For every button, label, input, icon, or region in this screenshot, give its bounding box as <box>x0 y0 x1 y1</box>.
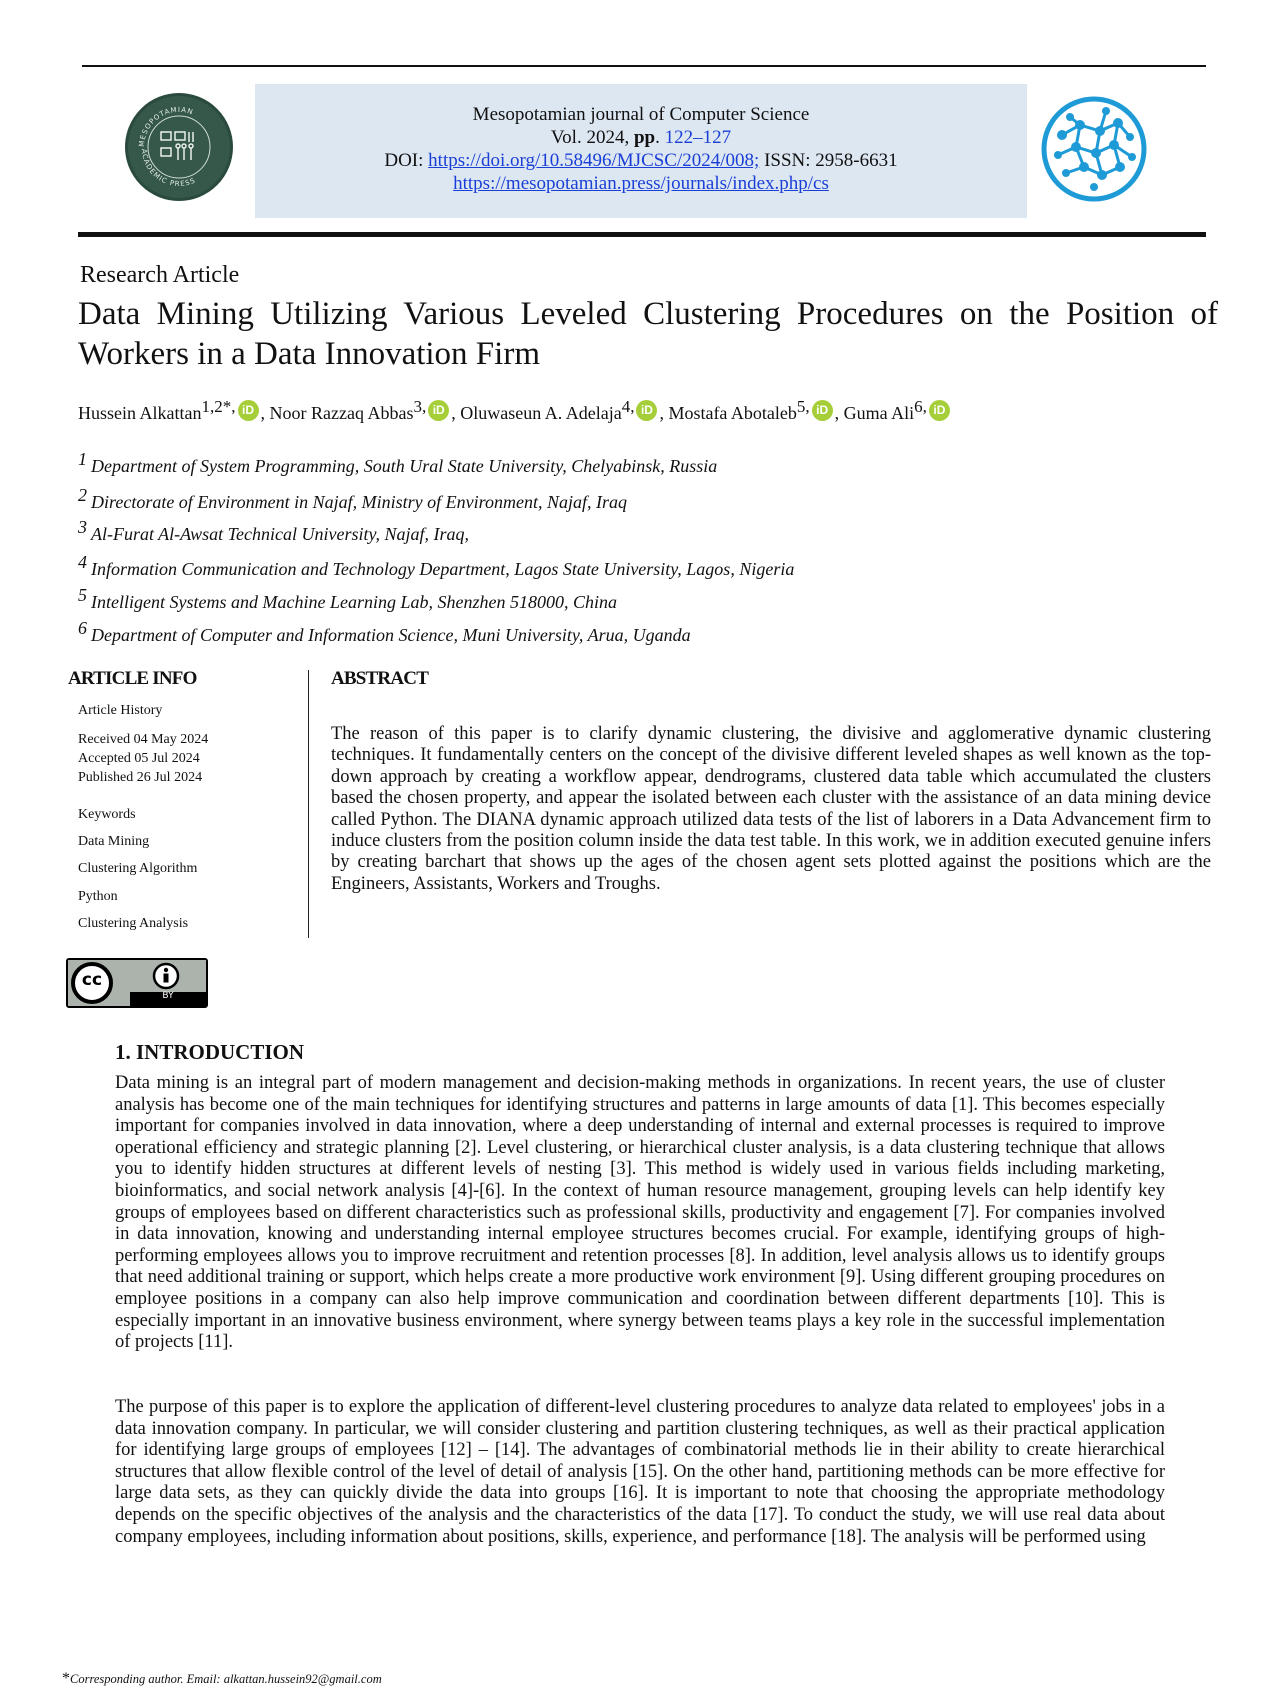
orcid-icon[interactable]: iD <box>238 400 259 421</box>
author-name: , Noor Razzaq Abbas <box>260 403 414 423</box>
doi-label: DOI: <box>384 150 429 171</box>
published-date: Published 26 Jul 2024 <box>78 770 203 785</box>
article-info-heading: ARTICLE INFO <box>68 668 197 689</box>
author-name: Hussein Alkattan <box>78 403 202 423</box>
affiliation-number: 2 <box>78 485 87 505</box>
affiliation <box>78 449 718 477</box>
affiliation-number: 6 <box>78 618 87 638</box>
orcid-icon[interactable]: iD <box>812 400 833 421</box>
corresponding-author-footnote <box>62 1670 382 1688</box>
keyword: Python <box>78 889 118 904</box>
volume-text: Vol. 2024, <box>550 127 634 148</box>
affiliation-number: 5 <box>78 585 87 605</box>
by-label: BY <box>162 991 174 1001</box>
received-date: Received 04 May 2024 <box>78 732 209 747</box>
accepted-date: Accepted 05 Jul 2024 <box>78 751 200 766</box>
footnote-text: Corresponding author. Email: alkattan.hussein92@gmail.com <box>70 1672 382 1686</box>
author-list <box>78 397 952 424</box>
author-affiliation-marker: 4, <box>621 397 635 416</box>
journal-banner <box>255 84 1027 218</box>
header-bottom-rule <box>78 232 1206 237</box>
article-history-label: Article History <box>78 703 163 718</box>
pp-label: pp <box>633 127 656 148</box>
affiliation-text: Al-Furat Al-Awsat Technical University, Najaf, Iraq, <box>91 524 469 544</box>
doi-link[interactable]: https://doi.org/10.58496/MJCSC/2024/008; <box>428 150 760 171</box>
section-heading-introduction: 1. INTRODUCTION <box>115 1040 305 1064</box>
article-type: Research Article <box>80 262 240 288</box>
page-range: 122–127 <box>664 127 732 148</box>
orcid-icon[interactable]: iD <box>428 400 449 421</box>
author-affiliation-marker: 5, <box>796 397 810 416</box>
affiliation <box>78 517 469 545</box>
affiliation <box>78 618 691 646</box>
affiliation <box>78 585 617 613</box>
author-affiliation-marker: 3, <box>413 397 427 416</box>
abstract-text: The reason of this paper is to clarify dynamic clustering, the divisive and agglomerative dynamic clustering techniques. It fundamentally centers on the concept of the divisive different leveled shapes as well known as the top-down approach by creating a workflow appear, dendrograms, clustered data table which accumulated the clusters based the chosen property, and appear the isolated between each cluster with the assistance of an data mining device called Python. The DIANA dynamic approach utilized data tests of the list of laborers in a Data Advancement firm to induce clusters from the position column inside the data test table. In this work, we in addition executed genuine infers by creating barchart that shows up the ages of the chosen agent sets plotted against the positions which are the Engineers, Assistants, Workers and Troughs. <box>331 724 1211 894</box>
publisher-seal-text: MESOPOTAMIAN <box>137 105 195 148</box>
keyword: Clustering Analysis <box>78 916 189 931</box>
affiliation-text: Directorate of Environment in Najaf, Ministry of Environment, Najaf, Iraq <box>91 492 627 512</box>
orcid-icon[interactable]: iD <box>636 400 657 421</box>
publisher-logo <box>125 93 233 201</box>
intro-paragraph: Data mining is an integral part of modern management and decision-making methods in organizations. In recent years, the use of cluster analysis has become one of the main techniques for identifying structures and patterns in large amounts of data [1]. This becomes especially important for companies involved in data innovation, where a deep understanding of internal and external processes is required to improve operational efficiency and strategic planning [2]. Level clustering, or hierarchical cluster analysis, is a data clustering technique that allows you to identify hidden structures at different levels of nesting [3]. This method is widely used in various fields including marketing, bioinformatics, and social network analysis [4]-[6]. In the context of human resource management, grouping levels can help identify key groups of employees based on different characteristics such as professional skills, productivity and engagement [7]. For companies involved in data innovation, knowing and understanding internal employee structures becomes crucial. For example, identifying groups of high-performing employees allows you to improve recruitment and retention processes [8]. In addition, level analysis allows us to identify groups that need additional training or support, which helps create a more productive work environment [9]. Using different grouping procedures on employee positions in a company can also help improve communication and coordination between different departments [10]. This is especially important in an innovative business environment, where synergy between teams plays a key role in the successful implementation of projects [11]. <box>115 1073 1165 1353</box>
footnote-star: * <box>62 1670 70 1687</box>
cc-by-license-badge[interactable] <box>66 958 208 1008</box>
intro-paragraph: The purpose of this paper is to explore the application of different-level clustering procedures to analyze data related to employees' jobs in a data innovation company. In particular, we will consider clustering and partition clustering techniques, as well as their practical application for identifying large groups of employees [12] – [14]. The advantages of combinatorial methods lie in their ability to create hierarchical structures that allow flexible control of the level of detail of analysis [15]. On the other hand, partitioning methods can be more effective for large data sets, as they can quickly divide the data into groups [16]. It is important to note that choosing the appropriate methodology depends on the specific objectives of the analysis and the characteristics of the data [17]. To conduct the study, we will use real data about company employees, including information about positions, skills, experience, and performance [18]. The analysis will be performed using <box>115 1397 1165 1547</box>
issn-text: ISSN: 2958-6631 <box>759 150 898 171</box>
affiliation <box>78 485 627 513</box>
affiliation-number: 1 <box>78 449 87 469</box>
orcid-icon[interactable]: iD <box>929 400 950 421</box>
affiliation-text: Information Communication and Technology Department, Lagos State University, Lagos, Nigeria <box>91 559 795 579</box>
publisher-seal-icon <box>128 96 230 198</box>
keyword: Data Mining <box>78 834 150 849</box>
affiliation-number: 3 <box>78 517 87 537</box>
keyword: Clustering Algorithm <box>78 861 198 876</box>
journal-url-link[interactable]: https://mesopotamian.press/journals/index.php/cs <box>453 173 829 194</box>
affiliation-number: 4 <box>78 552 87 572</box>
author-affiliation-marker: 1,2*, <box>201 397 236 416</box>
header-top-rule <box>82 65 1206 67</box>
pp-dot: . <box>655 127 665 148</box>
affiliation <box>78 552 795 580</box>
journal-name: Mesopotamian journal of Computer Science <box>472 104 810 125</box>
abstract-heading: ABSTRACT <box>331 668 429 689</box>
author-name: , Mostafa Abotaleb <box>659 403 797 423</box>
affiliation-text: Department of System Programming, South Ural State University, Chelyabinsk, Russia <box>91 456 718 476</box>
svg-text:ACADEMIC PRESS: ACADEMIC PRESS <box>139 148 198 189</box>
journal-network-brain-icon <box>1040 95 1148 203</box>
column-divider <box>308 670 309 938</box>
doi-line <box>255 150 1027 172</box>
author-name: , Oluwaseun A. Adelaja <box>451 403 622 423</box>
author-name: , Guma Ali <box>834 403 915 423</box>
cc-label: cc <box>81 970 103 990</box>
url-line <box>255 173 1027 195</box>
affiliation-text: Intelligent Systems and Machine Learning Lab, Shenzhen 518000, China <box>91 592 617 612</box>
affiliation-text: Department of Computer and Information Science, Muni University, Arua, Uganda <box>91 625 691 645</box>
author-affiliation-marker: 6, <box>914 397 927 416</box>
keywords-label: Keywords <box>78 807 136 822</box>
volume-line <box>255 127 1027 149</box>
article-title: Data Mining Utilizing Various Leveled Clustering Procedures on the Position of Workers in a Data Innovation Firm <box>78 296 1218 372</box>
